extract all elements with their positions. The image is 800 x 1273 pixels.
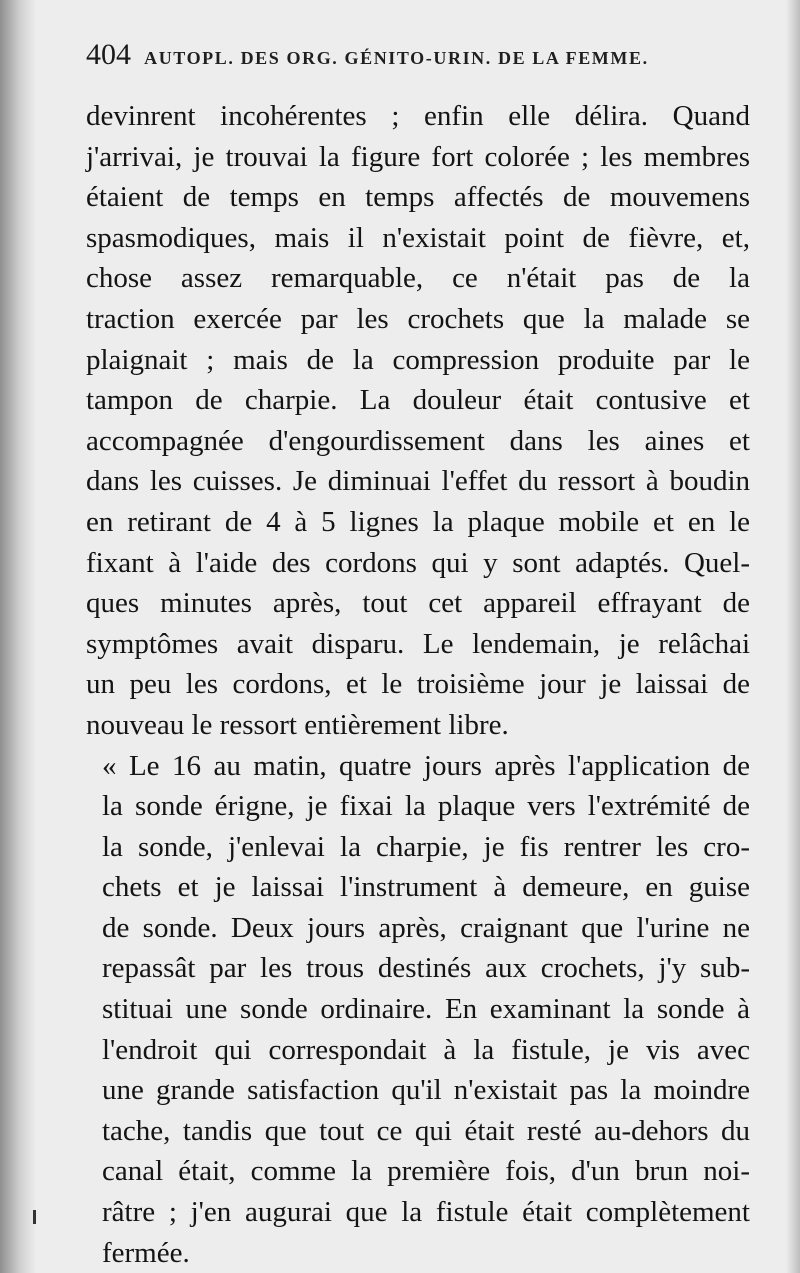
text-line: stituai une sonde ordinaire. En examinant la sonde à — [102, 993, 750, 1026]
text-line: la sonde érigne, je fixai la plaque vers l'extrémité de — [102, 790, 750, 823]
text-line: accompagnée d'engourdissement dans les aines et — [86, 424, 750, 457]
text-line: étaient de temps en temps affectés de mouvemens — [86, 181, 750, 214]
text-line: plaignait ; mais de la compression produite par le — [86, 343, 750, 376]
text-line: nouveau le ressort entièrement libre. — [86, 708, 509, 741]
text-line: fixant à l'aide des cordons qui y sont adaptés. Quel- — [86, 546, 750, 579]
text-line: traction exercée par les crochets que la malade se — [86, 302, 750, 335]
text-line: en retirant de 4 à 5 lignes la plaque mobile et en le — [86, 505, 750, 538]
paragraph-2 — [86, 746, 750, 1273]
text-line: râtre ; j'en augurai que la fistule était complètement — [102, 1196, 750, 1229]
text-line: tampon de charpie. La douleur était contusive et — [86, 384, 750, 417]
text-line: symptômes avait disparu. Le lendemain, je relâchai — [86, 627, 750, 660]
text-line: un peu les cordons, et le troisième jour je laissai de — [86, 668, 750, 701]
text-line: spasmodiques, mais il n'existait point de fièvre, et, — [86, 221, 750, 254]
text-line: canal était, comme la première fois, d'un brun noi- — [102, 1155, 750, 1188]
text-line: chets et je laissai l'instrument à demeure, en guise — [102, 871, 750, 904]
page-number: 404 — [86, 38, 131, 71]
running-head: AUTOPL. DES ORG. GÉNITO-URIN. DE LA FEMME. — [144, 48, 649, 68]
text-line: « Le 16 au matin, quatre jours après l'application de — [102, 749, 750, 782]
page-gutter-shadow — [0, 0, 36, 1273]
text-line: chose assez remarquable, ce n'était pas de la — [86, 262, 750, 295]
text-line: ques minutes après, tout cet appareil effrayant de — [86, 587, 750, 620]
page-edge-shadow — [786, 0, 800, 1273]
text-line: devinrent incohérentes ; enfin elle délira. Quand — [86, 100, 750, 132]
paragraph-1 — [86, 96, 750, 746]
body-text — [86, 96, 750, 1273]
text-line: dans les cuisses. Je diminuai l'effet du ressort à boudin — [86, 465, 750, 498]
text-line: l'endroit qui correspondait à la fistule, je vis avec — [102, 1033, 750, 1066]
page-header — [86, 38, 766, 78]
text-line: repassât par les trous destinés aux crochets, j'y sub- — [102, 952, 750, 985]
text-line: une grande satisfaction qu'il n'existait pas la moindre — [102, 1074, 750, 1107]
margin-mark — [33, 1210, 36, 1224]
text-line: de sonde. Deux jours après, craignant que l'urine ne — [102, 911, 750, 944]
text-line: la sonde, j'enlevai la charpie, je fis rentrer les cro- — [102, 830, 750, 863]
text-line: tache, tandis que tout ce qui était resté au-dehors du — [102, 1114, 750, 1147]
text-line: fermée. — [102, 1236, 190, 1269]
text-line: j'arrivai, je trouvai la figure fort colorée ; les membres — [86, 140, 750, 173]
